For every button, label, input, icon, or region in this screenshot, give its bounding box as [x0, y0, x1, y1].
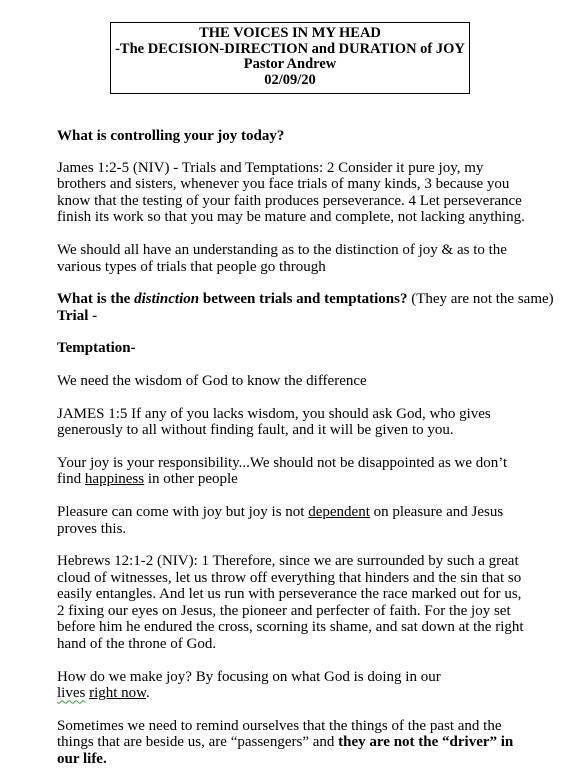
- understanding-line: We should all have an understanding as to the distinction of joy & as to the: [57, 241, 507, 258]
- pleasure-line: Pleasure can come with joy but joy is not dependent on pleasure and Jesus: [57, 503, 504, 520]
- hebrews-line: easily entangles. And let us run with perseverance the race marked out for us,: [57, 586, 522, 603]
- question-joy: What is controlling your joy today?: [57, 128, 285, 144]
- understanding-line: various types of trials that people go through: [57, 258, 326, 275]
- make-joy-line: How do we make joy? By focusing on what God is doing in our: [57, 668, 441, 685]
- james-line: brothers and sisters, whenever you face trials of many kinds, 3 because you: [57, 176, 510, 193]
- hebrews-line: before him he endured the cross, scorning its shame, and sat down at the right: [57, 619, 524, 636]
- make-joy-paragraph: [57, 669, 542, 702]
- author: Pastor Andrew: [243, 56, 337, 72]
- happiness-underlined: happiness: [84, 471, 145, 488]
- james15-line: generously to all without finding fault, and it will be given to you.: [57, 422, 454, 439]
- james-line: finish its work so that you may be mature and complete, not lacking anything.: [57, 209, 525, 226]
- hebrews-line: Hebrews 12:1-2 (NIV): 1 Therefore, since we are surrounded by such a great: [57, 553, 519, 570]
- remind-paragraph: [57, 718, 542, 768]
- pleasure-line: proves this.: [57, 520, 127, 537]
- title: THE VOICES IN MY HEAD: [199, 25, 381, 41]
- trial-label: Trial -: [57, 307, 98, 324]
- hebrews-line: 2 fixing our eyes on Jesus, the pioneer and perfecter of faith. For the joy set: [57, 602, 511, 619]
- hebrews-line: cloud of witnesses, let us throw off everything that hinders and the sin that so: [57, 569, 522, 586]
- remind-line: things that are beside us, are “passengers” and they are not the “driver” in: [57, 734, 514, 751]
- james15-line: JAMES 1:5 If any of you lacks wisdom, you should ask God, who gives: [57, 405, 491, 422]
- dependent-underlined: dependent: [308, 503, 370, 520]
- james15-passage: [57, 406, 542, 439]
- sermon-body: [57, 128, 554, 768]
- james-line: know that the testing of your faith produces perseverance. 4 Let perseverance: [57, 192, 522, 209]
- temptation-label: Temptation-: [57, 340, 136, 357]
- responsibility-line: find happiness in other people: [57, 471, 238, 488]
- date: 02/09/20: [264, 71, 316, 88]
- hebrews-passage: [57, 553, 542, 653]
- james-passage: [57, 160, 542, 226]
- remind-line: Sometimes we need to remind ourselves that the things of the past and the: [57, 717, 502, 734]
- james-line: James 1:2-5 (NIV) - Trials and Temptations: 2 Consider it pure joy, my: [57, 159, 484, 176]
- remind-line: our life.: [57, 751, 107, 768]
- pleasure-paragraph: [57, 504, 542, 537]
- responsibility-paragraph: [57, 455, 542, 488]
- title-box: [110, 22, 470, 94]
- lives-spellcheck: lives: [57, 685, 86, 702]
- make-joy-line: lives right now.: [57, 685, 150, 702]
- subtitle: -The DECISION-DIRECTION and DURATION of JOY: [115, 40, 465, 57]
- right-now-underlined: right now: [89, 685, 147, 702]
- hebrews-line: hand of the throne of God.: [57, 636, 217, 653]
- understanding-paragraph: [57, 242, 542, 275]
- responsibility-line: Your joy is your responsibility...We should not be disappointed as we don’t: [57, 454, 508, 471]
- wisdom-line: We need the wisdom of God to know the difference: [57, 372, 367, 389]
- distinction-question: What is the distinction between trials and temptations? (They are not the same): [57, 291, 554, 308]
